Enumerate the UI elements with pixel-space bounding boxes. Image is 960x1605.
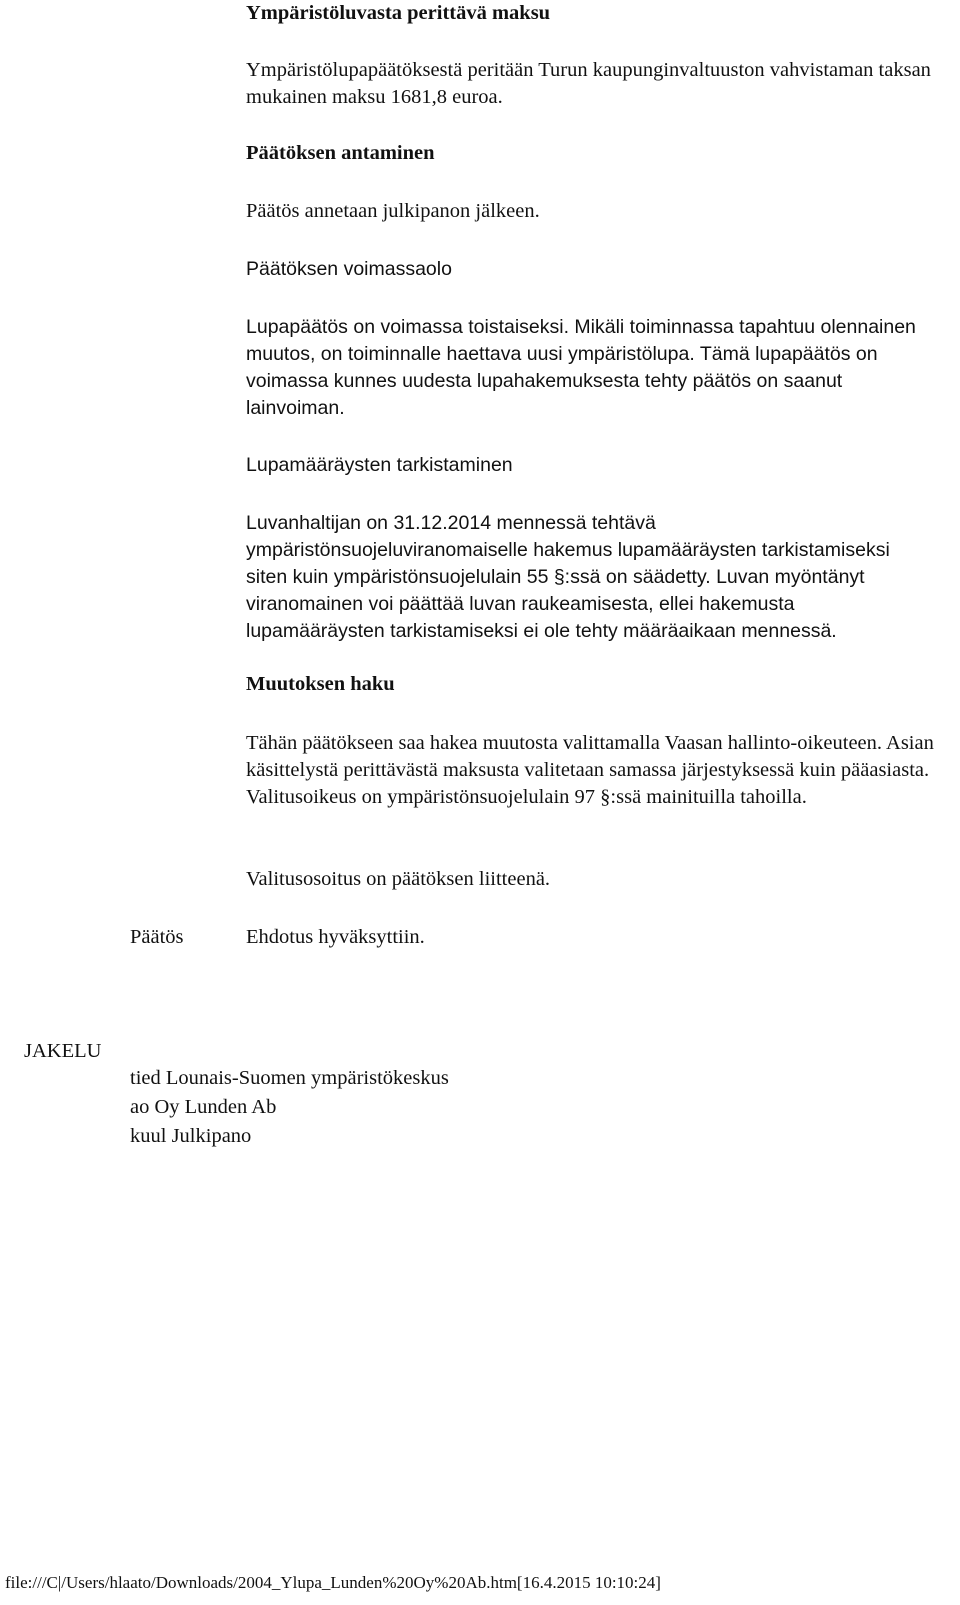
fee-paragraph: Ympäristölupapäätöksestä peritään Turun kaupunginvaltuuston vahvistaman taksan mukainen maksu 1681,8 euroa. <box>246 59 931 108</box>
distribution-list <box>130 1065 449 1152</box>
validity-paragraph: Lupapäätös on voimassa toistaiseksi. Mikäli toiminnassa tapahtuu olennainen muutos, on toiminnalle haettava uusi ympäristölupa. Tämä lupapäätös on voimassa kunnes uudesta lupahakemuksesta tehty päätös on saanut lainvoiman. <box>246 316 916 419</box>
validity-heading: Päätöksen voimassaolo <box>246 258 452 280</box>
appeal-heading: Muutoksen haku <box>246 673 395 695</box>
distribution-item: tied Lounais-Suomen ympäristökeskus <box>130 1067 449 1089</box>
decision-label: Päätös <box>130 926 184 948</box>
distribution-item: kuul Julkipano <box>130 1125 252 1147</box>
distribution-label: JAKELU <box>24 1040 102 1062</box>
issuance-paragraph: Päätös annetaan julkipanon jälkeen. <box>246 200 540 222</box>
footer-file-path: file:///C|/Users/hlaato/Downloads/2004_Ylupa_Lunden%20Oy%20Ab.htm[16.4.2015 10:10:24] <box>5 1573 661 1592</box>
appeal-paragraph: Tähän päätökseen saa hakea muutosta valittamalla Vaasan hallinto-oikeuteen. Asian käsittelystä perittävästä maksusta valitetaan samassa järjestyksessä kuin pääasiasta. Valitusoikeus on ympäristönsuojelulain 97 §:ssä mainituilla tahoilla. <box>246 732 934 808</box>
decision-text: Ehdotus hyväksyttiin. <box>246 926 425 948</box>
distribution-item: ao Oy Lunden Ab <box>130 1096 277 1118</box>
review-paragraph: Luvanhaltijan on 31.12.2014 mennessä tehtävä ympäristönsuojeluviranomaiselle hakemus lupamääräysten tarkistamiseksi siten kuin ympäristönsuojelulain 55 §:ssä on säädetty. Luvan myöntänyt viranomainen voi päättää luvan raukeamisesta, ellei hakemusta lupamääräysten tarkistamiseksi ei ole tehty määräaikaan mennessä. <box>246 512 890 642</box>
review-heading: Lupamääräysten tarkistaminen <box>246 454 513 476</box>
fee-heading: Ympäristöluvasta perittävä maksu <box>246 2 551 24</box>
appeal-note: Valitusosoitus on päätöksen liitteenä. <box>246 868 551 890</box>
issuance-heading: Päätöksen antaminen <box>246 142 435 164</box>
